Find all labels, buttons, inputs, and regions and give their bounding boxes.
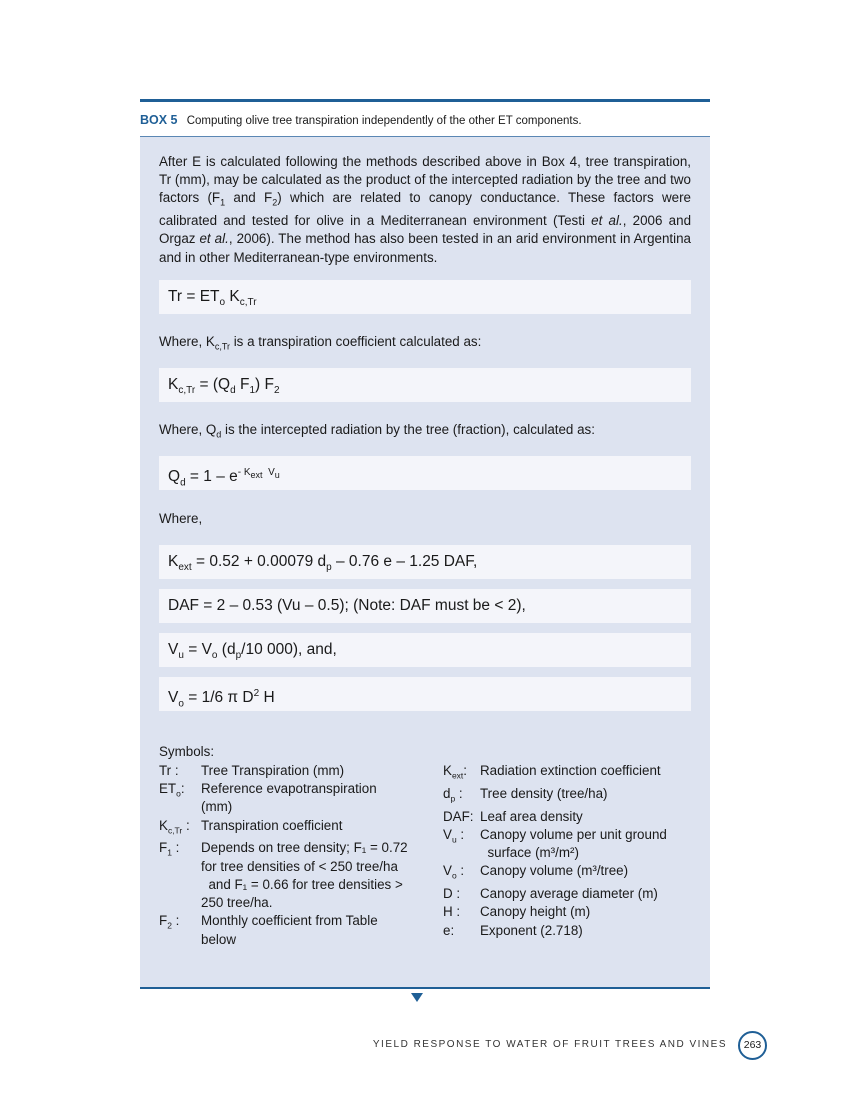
- symbol-row: [443, 808, 693, 826]
- symbol-description: Canopy average diameter (m): [480, 886, 658, 902]
- where-qd-text: Where, $Q_d$ is the intercepted radiation by the tree (fraction), calculated as:: [159, 422, 595, 440]
- symbols-left-column: [159, 762, 419, 949]
- running-footer: YIELD RESPONSE TO WATER OF FRUIT TREES AND VINES: [372, 1039, 727, 1050]
- symbol-key: DAF:: [443, 808, 474, 824]
- symbol-key: $d_p$ :: [443, 785, 463, 804]
- symbol-description: Exponent (2.718): [480, 922, 583, 938]
- symbol-row: [443, 862, 693, 885]
- symbol-key: H :: [443, 904, 461, 920]
- equation-qd: $Q_d = 1 - e^{- K_{ext} V_u}$: [159, 456, 691, 490]
- symbol-description: Canopy volume per unit ground surface (m³/m²): [480, 826, 667, 861]
- where-kctr-text: Where, $K_{c,Tr}$ is a transpiration coefficient calculated as:: [159, 334, 482, 352]
- symbol-key: $F_2$ :: [159, 913, 180, 931]
- box-label: BOX 5: [140, 113, 178, 127]
- symbol-key: e:: [443, 922, 455, 938]
- symbol-row: [443, 885, 693, 903]
- symbol-key: $K_{ext}$:: [443, 763, 468, 781]
- symbols-right-column: [443, 762, 693, 940]
- symbol-description: Transpiration coefficient: [201, 817, 343, 833]
- equation-kext: $K_{ext} = 0.52 + 0.00079$ $d_p - 0.76$ e – 1.25 DAF,: [159, 545, 691, 579]
- box-top-rule: [140, 99, 710, 102]
- symbol-row: [443, 785, 693, 808]
- equation-vo: $V_o = 1/6$ π $D^2$ H: [159, 677, 691, 711]
- equation-transpiration: $Tr = ET_o$ $K_{c,Tr}$: [159, 280, 691, 314]
- intro-paragraph: After E is calculated following the methods described above in Box 4, tree transpiration, Tr (mm), may be calculated as the product of the intercepted radiation by the tree and two factors ($F_1$ and $F_2$) which are related to canopy conductance. These factors were calibrated and tested for olive in a Mediterranean environment (Testi et al., 2006 and Orgaz et al., 2006). The method has also been tested in an arid environment in Argentina and in other Mediterranean-type environments.: [159, 154, 692, 265]
- where-text: Where,: [159, 511, 203, 526]
- symbol-key: Tr :: [159, 763, 179, 778]
- symbol-row: [159, 912, 419, 948]
- equation-daf: DAF = 2 – 0.53 (Vu – 0.5); (Note: DAF must be < 2),: [159, 589, 691, 623]
- symbol-description: Reference evapotranspiration (mm): [201, 781, 377, 815]
- symbol-row: [159, 839, 419, 912]
- symbol-row: [443, 922, 693, 940]
- box-title: Computing olive tree transpiration independently of the other ET components.: [186, 115, 582, 127]
- symbol-row: [443, 903, 693, 921]
- symbol-description: Canopy volume (m³/tree): [480, 863, 629, 879]
- symbol-key: $K_{c,Tr}$ :: [159, 817, 190, 836]
- symbol-description: Depends on tree density; F₁ = 0.72 for tree densities of < 250 tree/ha and F₁ = 0.66 for tree densities > 250 tree/ha.: [201, 840, 408, 911]
- symbol-key: D :: [443, 886, 461, 902]
- equation-kctr: $K_{c,Tr} = (Q_d$ $F_1$) $F_2$: [159, 368, 691, 402]
- symbol-row: [159, 780, 419, 816]
- symbol-description: Tree Transpiration (mm): [201, 763, 345, 778]
- equation-vu: $V_u = V_o$ ($d_p/10$ 000), and,: [159, 633, 691, 667]
- symbol-description: Monthly coefficient from Table below: [201, 913, 378, 947]
- symbols-title: Symbols:: [159, 744, 215, 759]
- symbol-row: [159, 817, 419, 840]
- symbol-key: $ET_o$:: [159, 781, 185, 799]
- box-header: [140, 113, 710, 127]
- symbol-description: Canopy height (m): [480, 904, 591, 920]
- symbol-row: [443, 762, 693, 785]
- symbol-description: Tree density (tree/ha): [480, 785, 608, 801]
- symbol-description: Leaf area density: [480, 808, 583, 824]
- continue-arrow-icon: [411, 993, 423, 1002]
- page-number: 263: [738, 1031, 767, 1060]
- symbol-key: $F_1$ :: [159, 840, 180, 859]
- box-bottom-rule: [140, 987, 710, 989]
- symbol-row: [443, 826, 693, 862]
- symbol-key: $V_u$ :: [443, 826, 465, 845]
- symbol-key: $V_o$ :: [443, 863, 465, 882]
- symbol-row: [159, 762, 419, 780]
- symbol-description: Radiation extinction coefficient: [480, 763, 661, 778]
